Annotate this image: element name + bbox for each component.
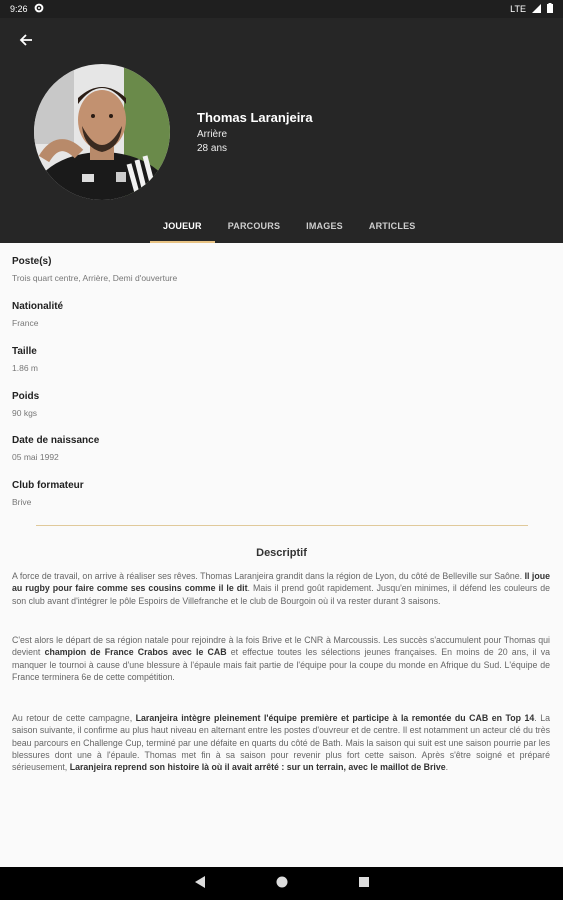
text-run: C'est alors le départ de sa région natale pour rejoindre à la fois Brive et le CNR à Marcoussis. Les succès s'accumulent pour Thomas qui devient (12, 635, 550, 658)
text-run: . (445, 762, 449, 773)
tab-joueur[interactable]: JOUEUR (150, 221, 215, 243)
player-header (0, 18, 563, 243)
field-poids (12, 391, 39, 418)
player-position: Arrière (197, 129, 228, 140)
back-button[interactable] (14, 30, 38, 54)
field-value: 1.86 m (12, 363, 38, 373)
player-photo (34, 64, 170, 200)
field-label: Club formateur (12, 480, 84, 491)
field-label: Poids (12, 391, 40, 402)
field-label: Poste(s) (12, 256, 52, 267)
description-paragraph-3 (12, 712, 550, 773)
field-label: Nationalité (12, 301, 64, 312)
field-value: 05 mai 1992 (12, 452, 59, 462)
field-value: Trois quart centre, Arrière, Demi d'ouverture (12, 273, 178, 283)
tab-bar (150, 221, 428, 243)
player-info (197, 110, 313, 157)
tab-images[interactable]: IMAGES (306, 221, 343, 231)
player-name: Thomas Laranjeira (197, 110, 313, 125)
status-time: 9:26 (10, 4, 28, 14)
description-paragraph-1 (12, 570, 550, 607)
field-club-formateur (12, 480, 84, 507)
field-value: Brive (12, 497, 32, 507)
field-postes (12, 256, 177, 283)
text-run: . Mais il prend goût rapidement. Jusqu'en minimes, il défend les couleurs de son club avant d'intégrer le pôle Espoirs de Villefranche et le club de Bourgoin où il va rester durant 3 saisons. (12, 583, 550, 606)
signal-icon (532, 4, 541, 15)
network-type: LTE (510, 4, 526, 14)
battery-icon (547, 3, 553, 15)
description-title: Descriptif (256, 547, 307, 559)
tab-articles[interactable]: ARTICLES (368, 221, 416, 231)
field-label: Date de naissance (12, 435, 100, 446)
field-value: 90 kgs (12, 408, 38, 418)
text-run: Au retour de cette campagne, (12, 713, 136, 723)
settings-gear-icon (34, 3, 44, 15)
text-run-bold: Il joue au rugby pour faire comme ses cousins comme il le dit (12, 571, 550, 594)
system-nav-bar (0, 867, 563, 900)
field-label: Taille (12, 346, 37, 357)
nav-back-icon[interactable] (194, 875, 206, 893)
tab-parcours[interactable]: PARCOURS (227, 221, 281, 231)
field-nationalite (12, 301, 63, 328)
section-divider (36, 525, 528, 526)
field-taille (12, 346, 38, 373)
text-run-bold: champion de France Crabos avec le CAB (44, 647, 227, 658)
text-run-bold: Laranjeira intègre pleinement l'équipe première et participe à la remontée du CAB en Top 14 (135, 713, 535, 723)
field-date-naissance (12, 435, 99, 462)
text-run: et effectue toutes les sélections jeunes françaises. En moins de 20 ans, il va manquer le tournoi à cause d'une blessure à l'épaule mais fait partie de l'équipe pour la coupe du monde en Afrique du Sud. L'équipe de France terminera 6e de cette compétition. (12, 647, 550, 682)
field-value: France (12, 318, 39, 328)
nav-home-icon[interactable] (276, 875, 288, 893)
nav-recents-icon[interactable] (358, 875, 370, 893)
text-run-bold: Laranjeira reprend son histoire là où il avait arrêté : sur un terrain, avec le maillot de Brive (69, 762, 446, 773)
text-run: . La saison suivante, il confirme au plus haut niveau en alternant entre les postes d'ouvreur et de centre. Il est notamment un acteur clé du très beau parcours en Challenge Cup, terminé par une défaite en quarts du côté de Bath. Mais la saison qui suit est une saison pourrie par les blessures dont une à l'épaule. Thomas met fin à sa saison pour revenir plus fort cette saison. Après s'être soigné et préparé sérieusement, (12, 713, 550, 773)
description-paragraph-2 (12, 634, 550, 683)
text-run: A force de travail, on arrive à réaliser ses rêves. Thomas Laranjeira grandit dans la région de Lyon, du côté de Belleville sur Saône. (12, 571, 525, 581)
back-arrow-icon (19, 33, 33, 52)
player-age: 28 ans (197, 143, 228, 154)
status-bar (0, 0, 563, 18)
